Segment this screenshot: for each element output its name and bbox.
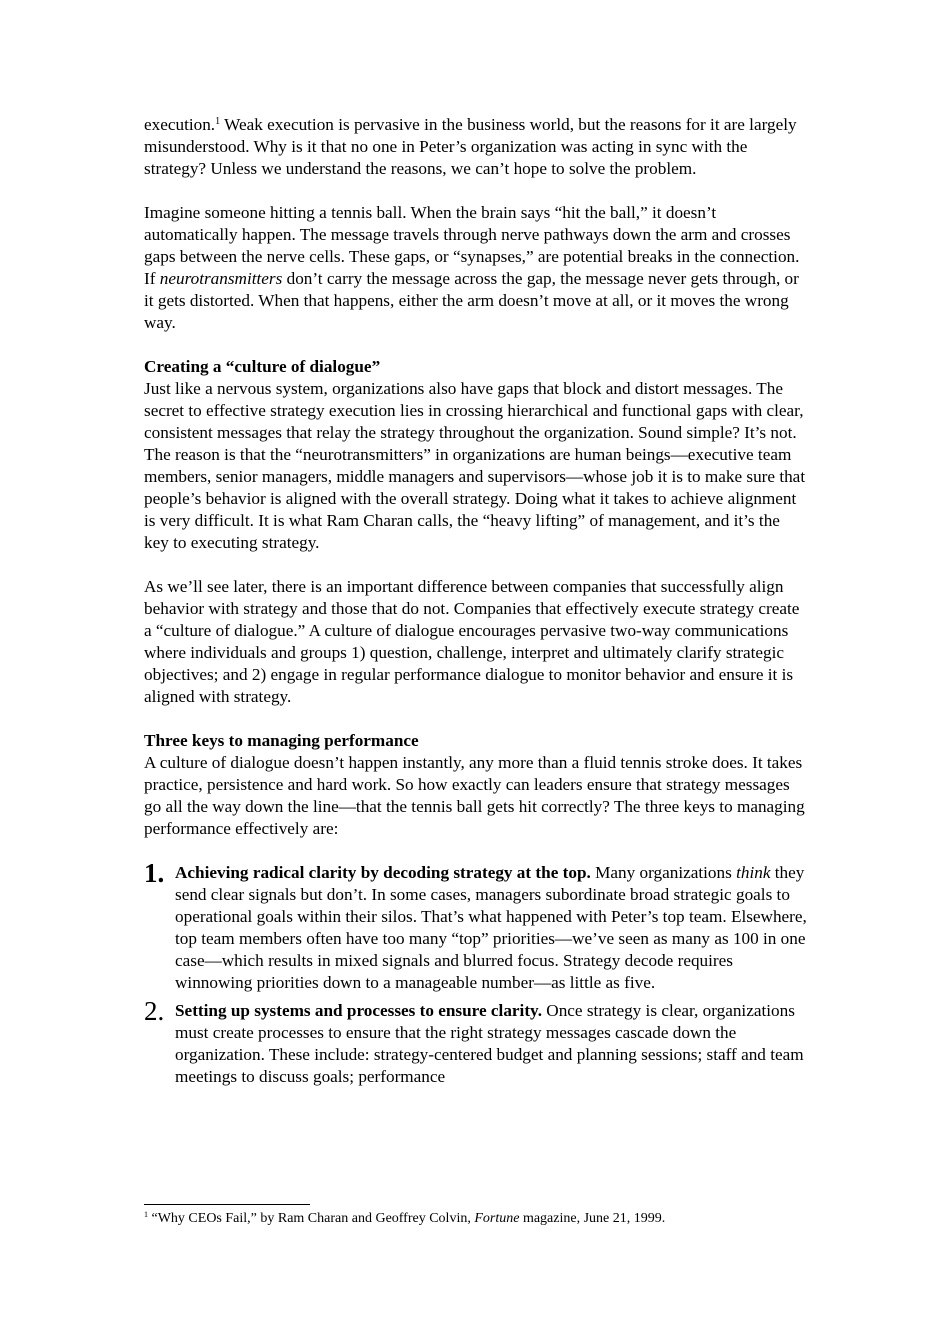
list-item-title: Achieving radical clarity by decoding strategy at the top. [175,863,591,882]
list-item [144,858,809,994]
list-item-text: Once strategy is clear, organizations must create processes to ensure that the right strategy messages cascade down the organization. These include: strategy-centered budget and planning sessions; staff and team meetings to discuss goals; performance [175,1001,804,1086]
paragraph-align-behavior: As we’ll see later, there is an important difference between companies that successfully align behavior with strategy and those that do not. Companies that effectively execute strategy create a “culture of dialogue.” A culture of dialogue encourages pervasive two-way communications where individuals and groups 1) question, challenge, interpret and ultimately clarify strategic objectives; and 2) engage in regular performance dialogue to monitor behavior and ensure it is aligned with strategy. [144,577,800,706]
heading-three-keys: Three keys to managing performance [144,731,419,750]
footnote-mark: 1 [144,1210,148,1219]
paragraph-tennis-text-end: don’t carry the message across the gap, the message never gets through, or it gets distorted. When that happens, either the arm doesn’t move at all, or it moves the wrong way. [144,269,799,332]
paragraph-three-keys-intro: A culture of dialogue doesn’t happen instantly, any more than a fluid tennis stroke does. It takes practice, persistence and hard work. So how exactly can leaders ensure that strategy messages go all the way down the line—that the tennis ball gets hit correctly? The three keys to managing performance effectively are: [144,753,805,838]
footnote-publication: Fortune [474,1211,520,1226]
paragraph-tennis-text-start: Imagine someone hitting a tennis ball. When the brain says “hit the ball,” it doesn’t automatically happen. The message travels through nerve pathways down the arm and crosses gaps between the nerve cells. These gaps, or “synapses,” are potential breaks in the connection. If [144,203,800,288]
footnote-text-end: magazine, June 21, 1999. [519,1211,666,1226]
footnote-separator [144,1204,310,1205]
paragraph-spacer [144,708,809,730]
paragraph-intro [144,114,809,180]
list-item-text: Many organizations [590,863,737,882]
page-body [144,114,809,1094]
footnote-text-start: “Why CEOs Fail,” by Ram Charan and Geoffrey Colvin, [148,1211,475,1226]
list-item-number: 1. [144,858,165,888]
neurotransmitters-emphasis: neurotransmitters [159,269,283,288]
list-item [144,996,809,1088]
paragraph-tennis [144,202,809,334]
list-item-number: 2. [144,996,165,1026]
paragraph-spacer [144,554,809,576]
list-item-title: Setting up systems and processes to ensure clarity. [175,1001,542,1020]
footnote-reference[interactable]: 1 [215,116,221,127]
paragraph-spacer [144,180,809,202]
paragraph-intro-text-start: execution. [144,115,216,134]
list-item-text: they send clear signals but don’t. In some cases, managers subordinate broad strategic goals to operational goals within their silos. That’s what happened with Peter’s top team. Elsewhere, top team members often have too many “top” priorities—we’ve seen as many as 100 in one case—which results in mixed signals and blurred focus. Strategy decode requires winnowing priorities down to a manageable number—as little as five. [175,863,807,992]
paragraph-intro-text-end: Weak execution is pervasive in the business world, but the reasons for it are largely misunderstood. Why is it that no one in Peter’s organization was acting in sync with the strategy? Unless we understand the reasons, we can’t hope to solve the problem. [144,115,797,178]
list-item-emphasis: think [736,863,771,882]
heading-culture-of-dialogue: Creating a “culture of dialogue” [144,357,381,376]
paragraph-nervous-system: Just like a nervous system, organizations also have gaps that block and distort messages. The secret to effective strategy execution lies in crossing hierarchical and functional gaps with clear, consistent messages that relay the strategy throughout the organization. Sound simple? It’s not. The reason is that the “neurotransmitters” in organizations are human beings—executive team members, senior managers, middle managers and supervisors—whose job it is to make sure that people’s behavior is aligned with the overall strategy. Doing what it takes to achieve alignment is very difficult. It is what Ram Charan calls, the “heavy lifting” of management, and it’s the key to executing strategy. [144,379,806,552]
footnote [144,1210,809,1228]
numbered-list [144,858,809,1088]
paragraph-spacer [144,334,809,356]
